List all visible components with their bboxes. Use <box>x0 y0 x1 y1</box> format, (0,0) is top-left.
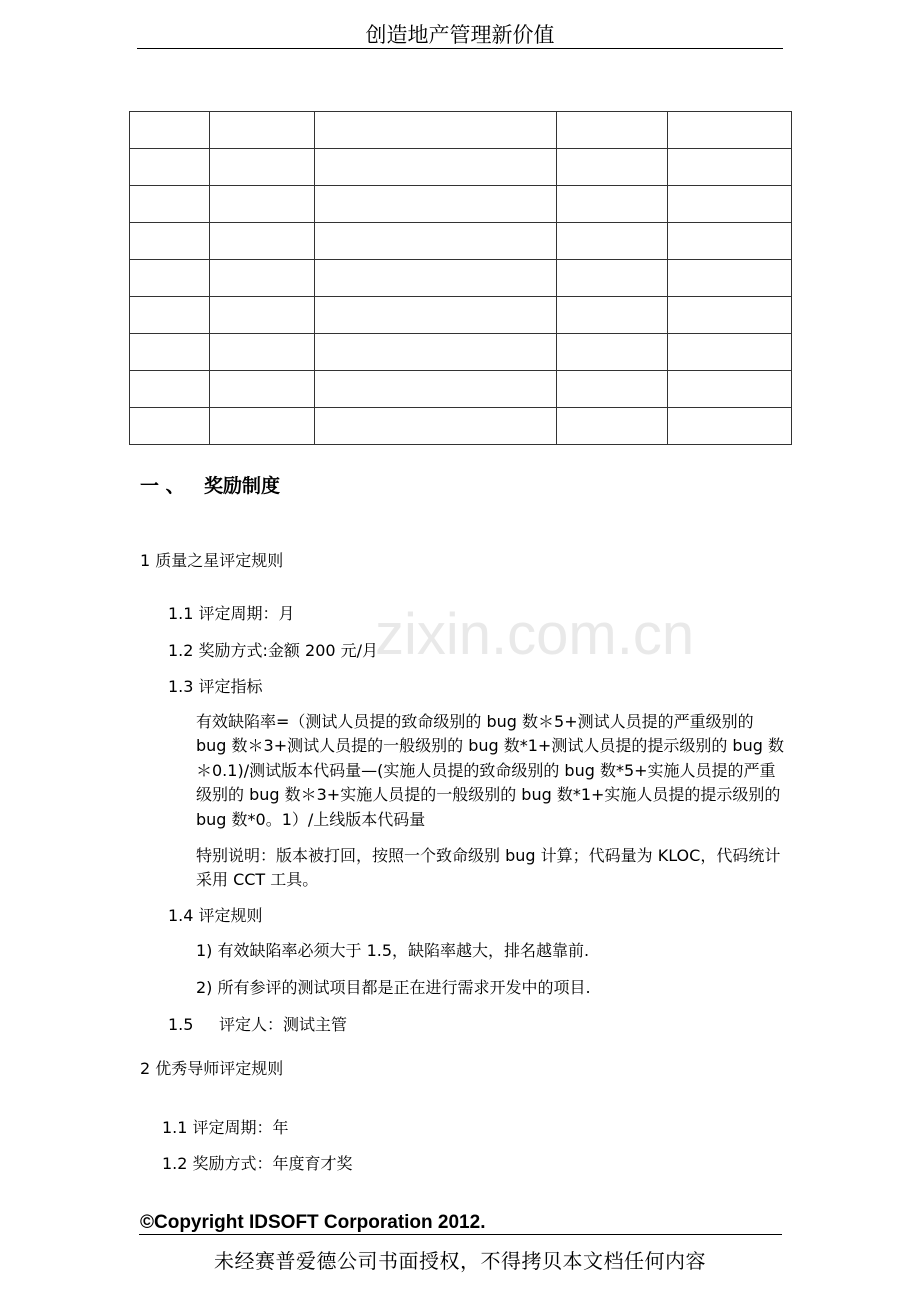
table-cell <box>315 371 557 408</box>
table-cell <box>668 223 792 260</box>
table-cell <box>668 260 792 297</box>
table-cell <box>130 297 210 334</box>
table-cell <box>557 186 668 223</box>
table-cell <box>130 371 210 408</box>
table-cell <box>210 408 315 445</box>
reviewer-number: 1.5 <box>168 1015 194 1034</box>
table-row <box>130 149 792 186</box>
table-cell <box>557 112 668 149</box>
table-cell <box>315 408 557 445</box>
rule1-heading: 1 质量之星评定规则 <box>140 551 284 570</box>
table-cell <box>315 223 557 260</box>
empty-table <box>129 111 792 445</box>
table-cell <box>557 371 668 408</box>
rule-item-2: 2) 所有参评的测试项目都是正在进行需求开发中的项目. <box>196 978 591 997</box>
table-cell <box>557 408 668 445</box>
table-cell <box>315 149 557 186</box>
section-heading <box>140 472 280 500</box>
table-cell <box>557 149 668 186</box>
table-cell <box>557 297 668 334</box>
table-cell <box>668 408 792 445</box>
table-cell <box>210 371 315 408</box>
table-cell <box>315 334 557 371</box>
rule1-reviewer <box>168 1013 347 1037</box>
footer-divider <box>139 1234 782 1235</box>
table-cell <box>557 260 668 297</box>
section-title: 奖励制度 <box>204 475 281 497</box>
table-cell <box>210 297 315 334</box>
table-row <box>130 186 792 223</box>
table-cell <box>210 260 315 297</box>
rule1-item-metric: 1.3 评定指标 <box>168 677 263 696</box>
table-cell <box>668 112 792 149</box>
table-cell <box>210 149 315 186</box>
table-row <box>130 223 792 260</box>
table-cell <box>315 260 557 297</box>
table-cell <box>668 371 792 408</box>
formula-paragraph: 有效缺陷率=（测试人员提的致命级别的 bug 数＊5+测试人员提的严重级别的 bug 数＊3+测试人员提的一般级别的 bug 数*1+测试人员提的提示级别的 bug 数＊0.1)/测试版本代码量—(实施人员提的致命级别的 bug 数*5+实施人员提的严重级别的 bug 数＊3+实施人员提的一般级别的 bug 数*1+实施人员提的提示级别的 bug 数*0。1）/上线版本代码量 <box>196 712 784 829</box>
watermark <box>375 600 694 670</box>
table-row <box>130 371 792 408</box>
reviewer-text: 评定人：测试主管 <box>219 1015 348 1034</box>
rule-item-1: 1) 有效缺陷率必须大于 1.5，缺陷率越大，排名越靠前. <box>196 941 590 960</box>
table-cell <box>557 223 668 260</box>
table-cell <box>130 334 210 371</box>
table-row <box>130 334 792 371</box>
table-row <box>130 112 792 149</box>
header-divider <box>137 48 783 49</box>
table-cell <box>210 186 315 223</box>
table-cell <box>315 112 557 149</box>
footer-notice: 未经赛普爱德公司书面授权，不得拷贝本文档任何内容 <box>214 1249 706 1273</box>
table-cell <box>130 186 210 223</box>
rule2-item-period: 1.1 评定周期：年 <box>162 1118 289 1137</box>
table-cell <box>130 149 210 186</box>
table-cell <box>668 334 792 371</box>
rule2-heading: 2 优秀导师评定规则 <box>140 1059 284 1078</box>
table-cell <box>668 149 792 186</box>
table-cell <box>130 408 210 445</box>
special-note: 特别说明：版本被打回，按照一个致命级别 bug 计算；代码量为 KLOC，代码统计采用 CCT 工具。 <box>196 846 781 890</box>
table-cell <box>130 260 210 297</box>
table-cell <box>210 223 315 260</box>
table-cell <box>557 334 668 371</box>
table-row <box>130 297 792 334</box>
rule2-item-reward: 1.2 奖励方式：年度育才奖 <box>162 1154 353 1173</box>
table-cell <box>315 297 557 334</box>
table-cell <box>210 112 315 149</box>
watermark-visible: zixin.com.cn <box>375 602 695 667</box>
page-header-title: 创造地产管理新价值 <box>365 23 555 47</box>
table-cell <box>668 186 792 223</box>
rule1-item-rules: 1.4 评定规则 <box>168 906 263 925</box>
table-cell <box>668 297 792 334</box>
table-cell <box>130 223 210 260</box>
rule1-item-period: 1.1 评定周期：月 <box>168 604 295 623</box>
rule1-item-reward: 1.2 奖励方式:金额 200 元/月 <box>168 641 379 660</box>
table-cell <box>315 186 557 223</box>
section-number: 一 、 <box>140 475 185 497</box>
table-row <box>130 408 792 445</box>
copyright-text: ©Copyright IDSOFT Corporation 2012. <box>140 1212 486 1233</box>
table-row <box>130 260 792 297</box>
table-cell <box>210 334 315 371</box>
table-cell <box>130 112 210 149</box>
